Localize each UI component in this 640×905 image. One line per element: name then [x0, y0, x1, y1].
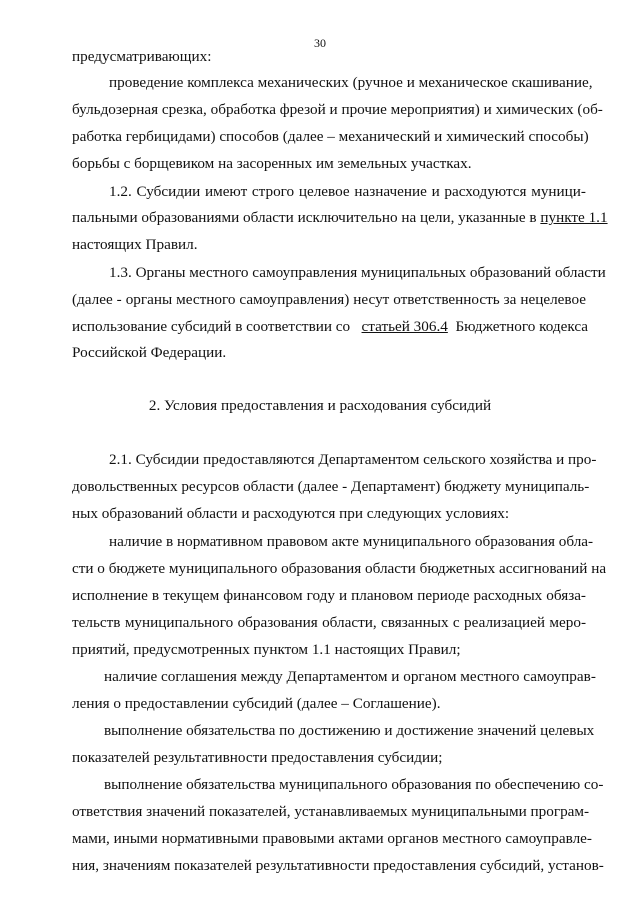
text-line: предусматривающих:: [72, 48, 212, 65]
link-statya-306-4[interactable]: статьей 306.4: [361, 318, 448, 335]
text-line: наличие в нормативном правовом акте муниципального образования обла-: [109, 533, 594, 550]
text-line: наличие соглашения между Департаментом и органом местного самоуправ-: [104, 668, 596, 685]
text-line: тельств муниципального образования области, связанных с реализацией меро-: [72, 614, 586, 631]
text-line: ления о предоставлении субсидий (далее – Соглашение).: [72, 695, 441, 712]
link-punkt-1-1[interactable]: пункте 1.1: [540, 209, 608, 226]
text-line: Российской Федерации.: [72, 344, 227, 361]
text-segment: использование субсидий в соответствии со: [72, 318, 351, 335]
text-segment: пальными образованиями области исключительно на цели, указанные в: [72, 209, 537, 226]
text-line-with-link: [72, 318, 586, 336]
text-line: выполнение обязательства по достижению и достижение значений целевых: [104, 722, 595, 739]
text-line: исполнение в текущем финансовом году и плановом периоде расходных обяза-: [72, 587, 586, 604]
text-line: ответствия значений показателей, устанавливаемых муниципальными програм-: [72, 803, 590, 820]
text-line: 1.3. Органы местного самоуправления муниципальных образований области: [109, 264, 606, 281]
text-line: выполнение обязательства муниципального образования по обеспечению со-: [104, 776, 604, 793]
page-number: 30: [314, 36, 326, 50]
text-line: ных образований области и расходуются при следующих условиях:: [72, 505, 510, 522]
text-line: показателей результативности предоставления субсидии;: [72, 749, 443, 766]
text-line: (далее - органы местного самоуправления) несут ответственность за нецелевое: [72, 291, 586, 308]
section-heading: 2. Условия предоставления и расходования субсидий: [148, 397, 492, 414]
text-line: 1.2. Субсидии имеют строго целевое назначение и расходуются муници-: [109, 183, 586, 200]
text-line: проведение комплекса механических (ручное и механическое скашивание,: [109, 74, 593, 91]
text-line: настоящих Правил.: [72, 236, 198, 253]
text-line: 2.1. Субсидии предоставляются Департаментом сельского хозяйства и про-: [109, 451, 597, 468]
text-segment: Бюджетного кодекса: [455, 318, 588, 335]
text-line: приятий, предусмотренных пунктом 1.1 настоящих Правил;: [72, 641, 461, 658]
text-line: довольственных ресурсов области (далее - Департамент) бюджету муниципаль-: [72, 478, 590, 495]
text-line-with-link: [72, 209, 608, 227]
text-line: сти о бюджете муниципального образования области бюджетных ассигнований на: [72, 560, 607, 577]
text-line: работка гербицидами) способов (далее – механический и химический способы): [72, 128, 589, 145]
text-line: борьбы с борщевиком на засоренных им земельных участках.: [72, 155, 472, 172]
text-line: мами, иными нормативными правовыми актами органов местного самоуправле-: [72, 830, 592, 847]
text-line: бульдозерная срезка, обработка фрезой и прочие мероприятия) и химических (об-: [72, 101, 603, 118]
text-line: ния, значениям показателей результативности предоставления субсидий, установ-: [72, 857, 604, 874]
